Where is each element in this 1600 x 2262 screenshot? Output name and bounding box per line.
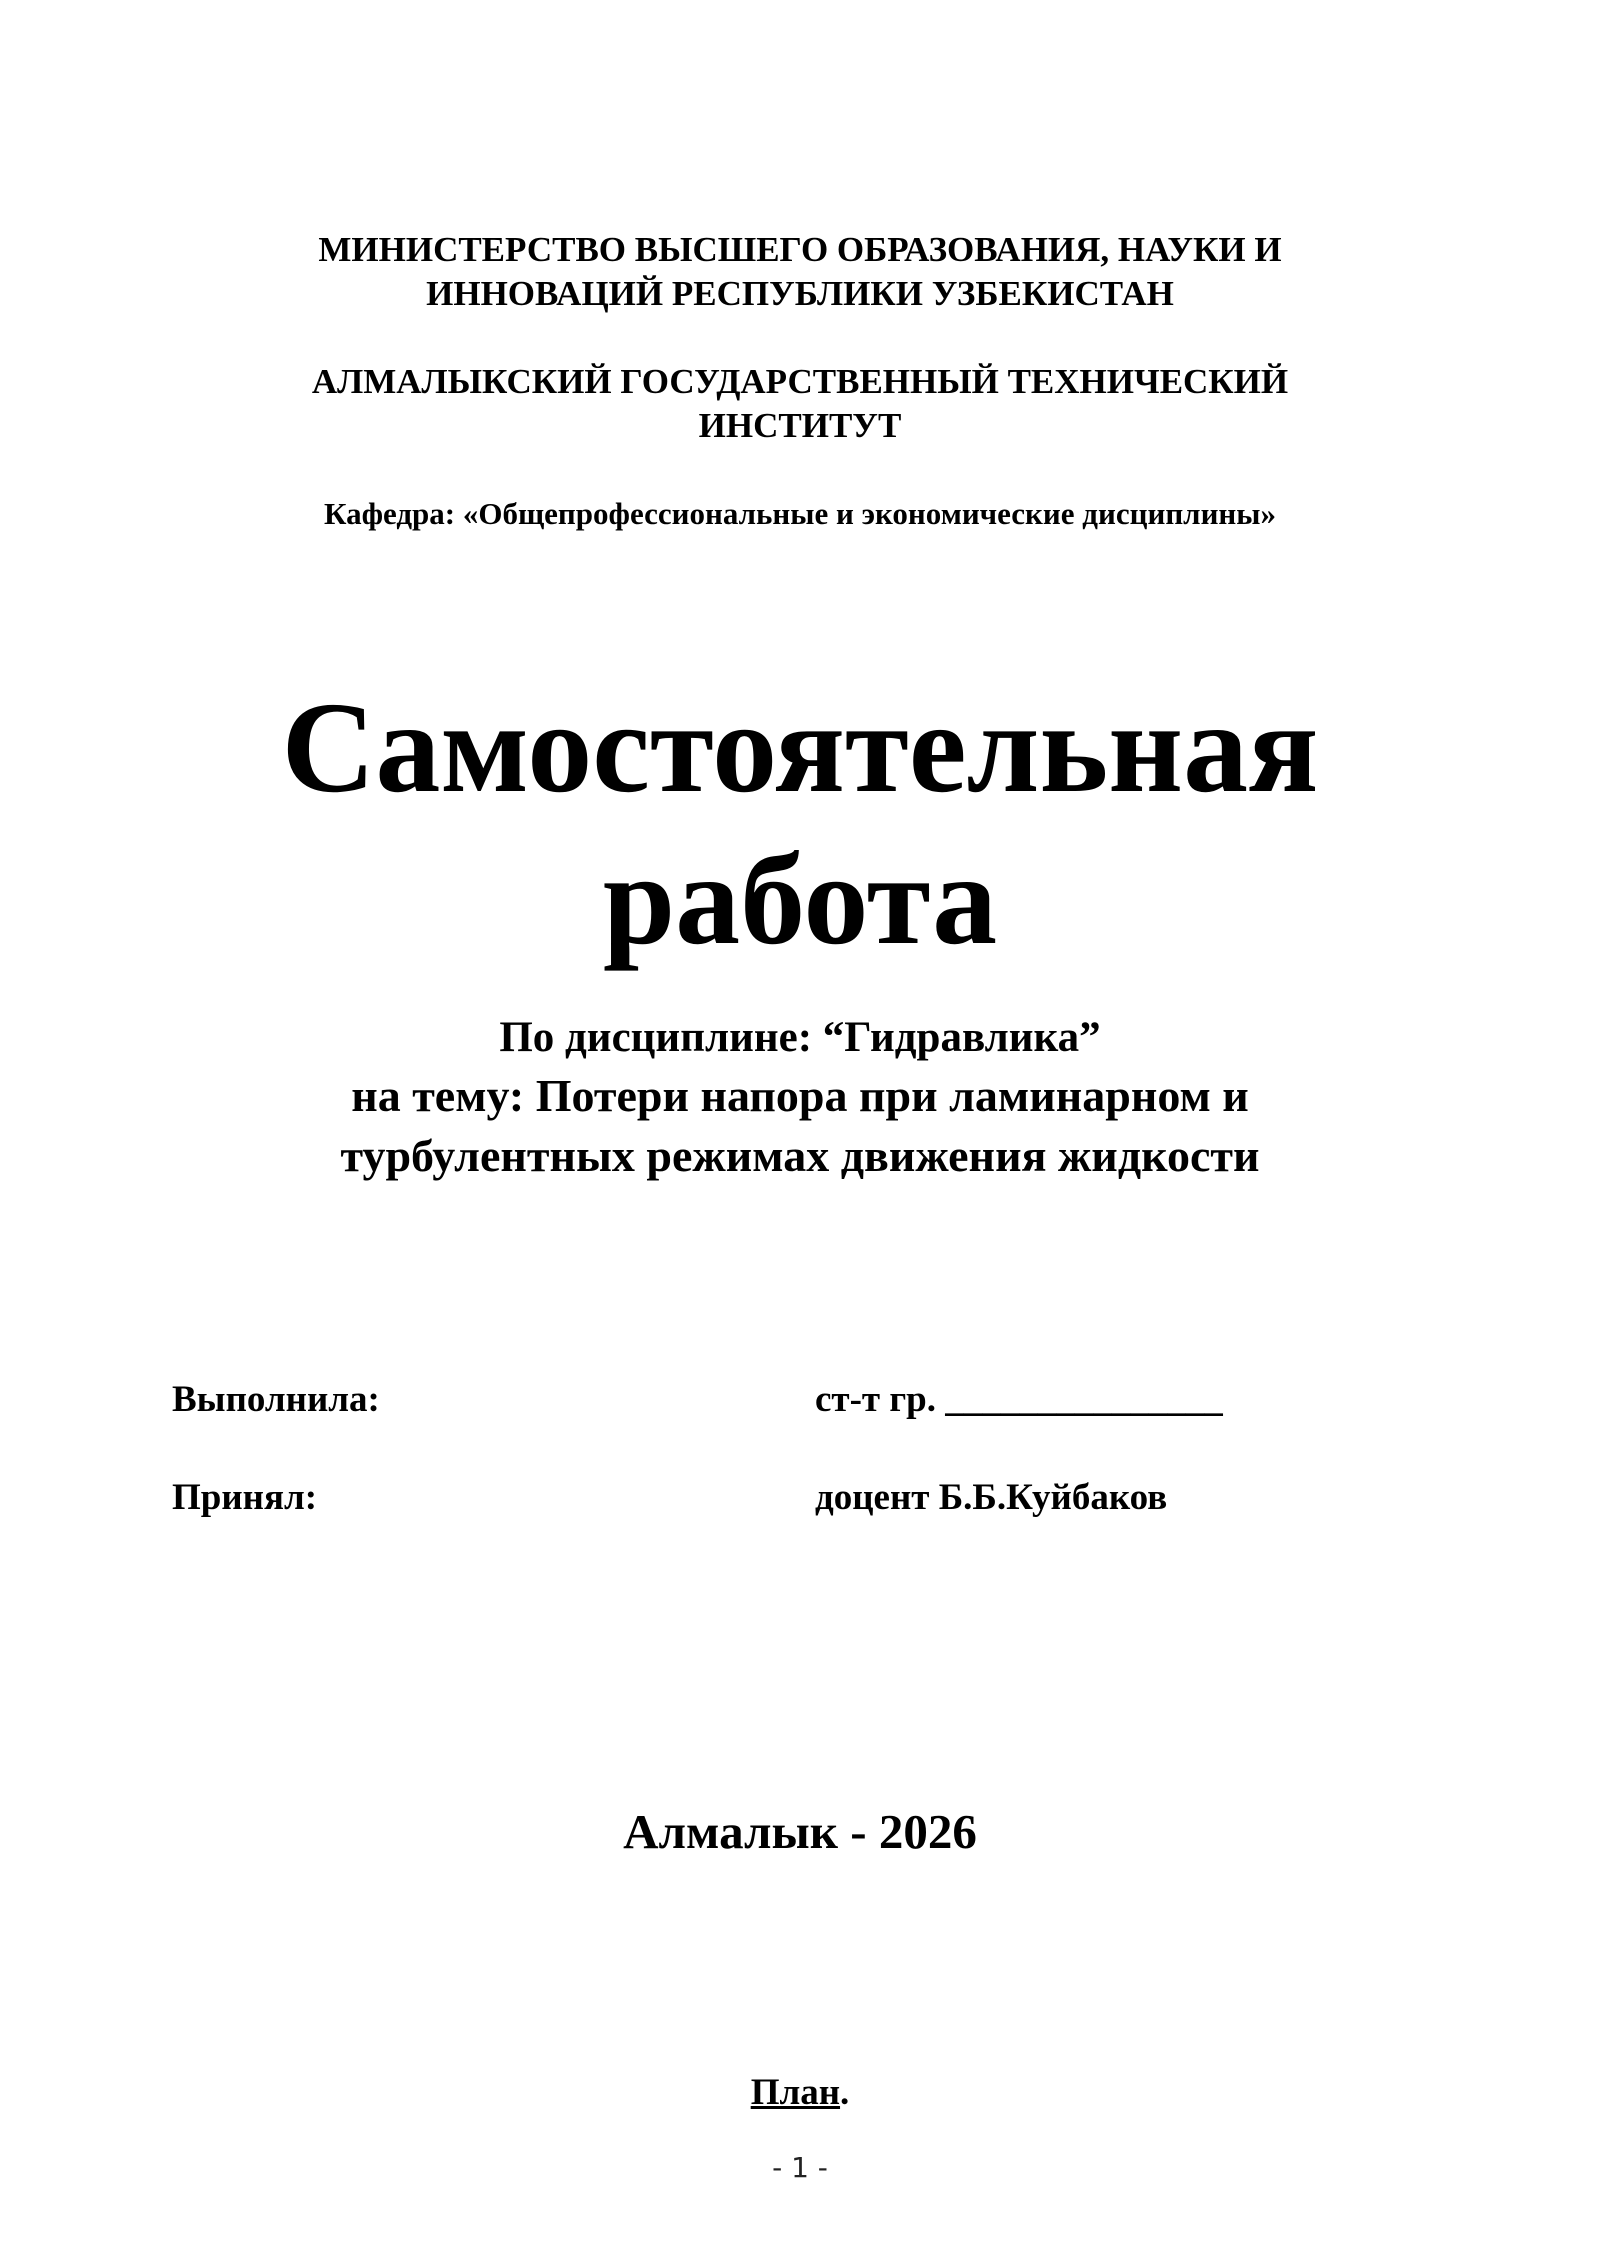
institute-line-2: ИНСТИТУТ [698,406,902,445]
ministry-heading [0,228,1600,316]
ministry-line-2: ИННОВАЦИЙ РЕСПУБЛИКИ УЗБЕКИСТАН [426,274,1174,313]
plan-period: . [840,2072,850,2113]
city-year: Алмалык - 2026 [623,1804,977,1859]
institute-heading [0,360,1600,448]
institute-line-1: АЛМАЛЫКСКИЙ ГОСУДАРСТВЕННЫЙ ТЕХНИЧЕСКИЙ [311,362,1289,401]
plan-text: План [750,2072,841,2113]
teacher-name: доцент Б.Б.Куйбаков [815,1477,1168,1518]
ministry-line-1: МИНИСТЕРСТВО ВЫСШЕГО ОБРАЗОВАНИЯ, НАУКИ И [318,230,1282,269]
title-line-1: Самостоятельная [281,676,1319,820]
plan-heading [0,2070,1600,2116]
title-line-2: работа [602,828,998,972]
performed-by-label: Выполнила: [172,1379,380,1420]
topic-line-1: на тему: Потери напора при ламинарном и [351,1070,1249,1121]
page-number: - 1 - [772,2151,828,2184]
topic-block [0,1066,1600,1186]
document-title [0,672,1600,976]
accepted-by-row [0,1474,1600,1522]
discipline-line: По дисциплине: “Гидравлика” [499,1014,1101,1061]
accepted-by-label: Принял: [172,1477,318,1518]
student-group-field: ст-т гр. _______________ [815,1379,1223,1420]
topic-line-2: турбулентных режимах движения жидкости [340,1130,1260,1181]
performed-by-row [0,1376,1600,1424]
department-line: Кафедра: «Общепрофессиональные и экономические дисциплины» [324,496,1276,531]
